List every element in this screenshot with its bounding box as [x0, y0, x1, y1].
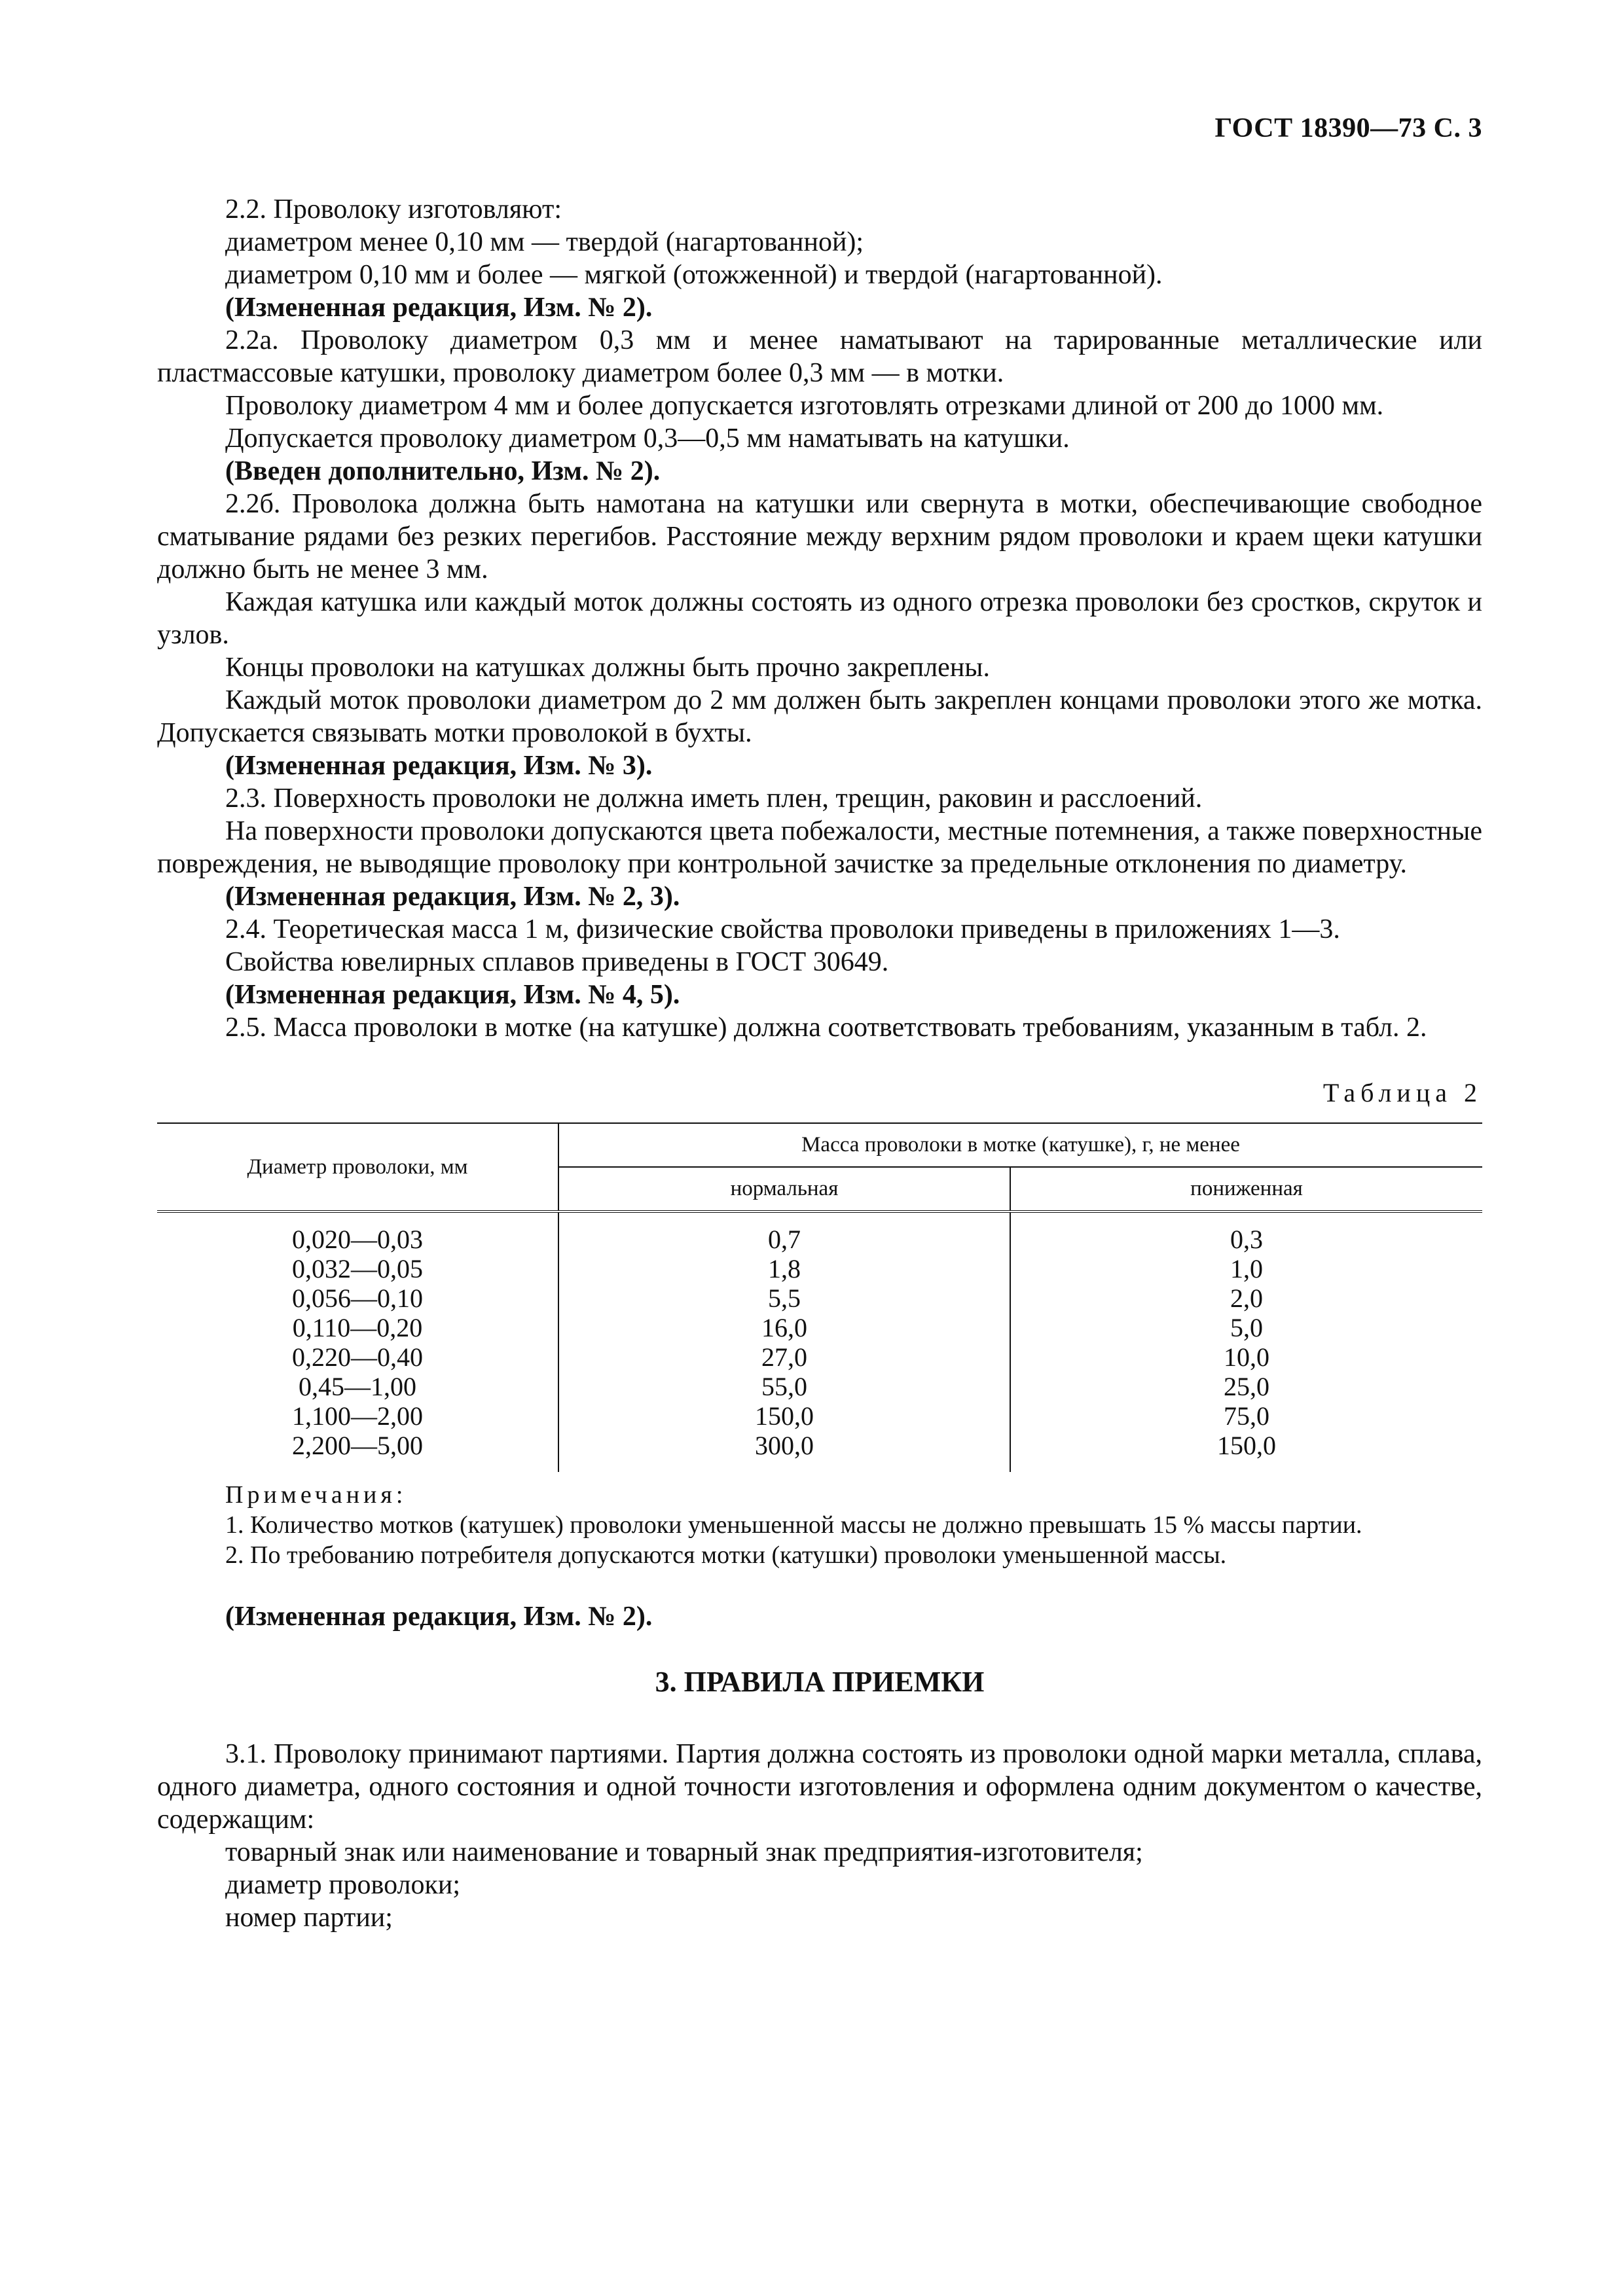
note-1: 1. Количество мотков (катушек) проволоки уменьшенной массы не должно превышать 15 % массы партии.: [225, 1511, 1362, 1539]
cell-reduced: 5,0: [1010, 1313, 1482, 1342]
cell-reduced: 0,3: [1010, 1211, 1482, 1254]
cell-diameter: 0,056—0,10: [292, 1283, 423, 1313]
revision-note: (Измененная редакция, Изм. № 2).: [225, 1602, 653, 1632]
cell-reduced: 75,0: [1010, 1401, 1482, 1431]
paragraph-3-1: 3.1. Проволоку принимают партиями. Партия должна состоять из проволоки одной марки металла, сплава, одного диаметра, одного состояния и одной точности изготовления и оформлена одним документом о качестве, содержащим:: [157, 1739, 1482, 1835]
table-row: [157, 1431, 1482, 1472]
page-header: ГОСТ 18390—73 С. 3: [1214, 113, 1482, 143]
table-row: [157, 1254, 1482, 1283]
table-row: [157, 1342, 1482, 1372]
cell-reduced: 150,0: [1010, 1431, 1482, 1472]
revision-note: (Измененная редакция, Изм. № 2, 3).: [225, 882, 680, 912]
table-row: [157, 1372, 1482, 1401]
paragraph-2-2b-4: Каждый моток проволоки диаметром до 2 мм должен быть закреплен концами проволоки этого же мотка. Допускается связывать мотки проволокой в бухты.: [157, 685, 1482, 748]
paragraph-2-2a-3: Допускается проволоку диаметром 0,3—0,5 мм наматывать на катушки.: [225, 423, 1070, 454]
cell-reduced: 25,0: [1010, 1372, 1482, 1401]
paragraph-2-2-line-2: диаметром 0,10 мм и более — мягкой (отожженной) и твердой (нагартованной).: [225, 260, 1163, 290]
cell-normal: 0,7: [558, 1211, 1010, 1254]
revision-note: (Измененная редакция, Изм. № 2).: [225, 293, 653, 323]
paragraph-2-4-2: Свойства ювелирных сплавов приведены в ГОСТ 30649.: [225, 947, 889, 977]
cell-normal: 16,0: [558, 1313, 1010, 1342]
table-row: [157, 1283, 1482, 1313]
table-row: [157, 1211, 1482, 1254]
cell-diameter: 0,110—0,20: [292, 1313, 423, 1342]
section-title: 3. ПРАВИЛА ПРИЕМКИ: [655, 1666, 985, 1698]
cell-normal: 150,0: [558, 1401, 1010, 1431]
col-header-reduced: пониженная: [1010, 1167, 1482, 1211]
revision-note: (Введен дополнительно, Изм. № 2).: [225, 456, 661, 486]
cell-diameter: 0,020—0,03: [292, 1225, 423, 1254]
col-header-normal: нормальная: [558, 1167, 1010, 1211]
table-row: [157, 1313, 1482, 1342]
cell-normal: 27,0: [558, 1342, 1010, 1372]
paragraph-2-2a-2: Проволоку диаметром 4 мм и более допускается изготовлять отрезками длиной от 200 до 1000 мм.: [225, 391, 1384, 421]
table-row: [157, 1401, 1482, 1431]
cell-diameter: 0,032—0,05: [292, 1254, 423, 1283]
note-2: 2. По требованию потребителя допускаются мотки (катушки) проволоки уменьшенной массы.: [225, 1541, 1227, 1569]
paragraph-2-2b: 2.2б. Проволока должна быть намотана на катушки или свернута в мотки, обеспечивающие свободное сматывание рядами без резких перегибов. Расстояние между верхним рядом проволоки и краем щеки катушки должно быть не менее 3 мм.: [157, 489, 1482, 584]
table-2: [157, 1122, 1482, 1472]
cell-diameter: 0,220—0,40: [292, 1342, 423, 1372]
paragraph-2-2b-2: Каждая катушка или каждый моток должны состоять из одного отрезка проволоки без сростков, скруток и узлов.: [157, 587, 1482, 650]
cell-normal: 5,5: [558, 1283, 1010, 1313]
paragraph-2-3: 2.3. Поверхность проволоки не должна иметь плен, трещин, раковин и расслоений.: [225, 783, 1203, 814]
cell-reduced: 2,0: [1010, 1283, 1482, 1313]
cell-normal: 55,0: [558, 1372, 1010, 1401]
list-item: товарный знак или наименование и товарный знак предприятия-изготовителя;: [225, 1837, 1143, 1867]
cell-normal: 300,0: [558, 1431, 1010, 1472]
document-body: [157, 193, 1482, 1934]
table-caption: Таблица 2: [1322, 1078, 1482, 1107]
list-item: диаметр проволоки;: [225, 1870, 461, 1900]
cell-diameter: 1,100—2,00: [292, 1401, 423, 1431]
paragraph-2-2a: 2.2а. Проволоку диаметром 0,3 мм и менее наматывают на тарированные металлические или пластмассовые катушки, проволоку диаметром более 0,3 мм — в мотки.: [157, 325, 1482, 388]
cell-diameter: 0,45—1,00: [299, 1372, 416, 1401]
cell-diameter: 2,200—5,00: [292, 1431, 423, 1460]
paragraph-2-3-2: На поверхности проволоки допускаются цвета побежалости, местные потемнения, а также поверхностные повреждения, не выводящие проволоку при контрольной зачистке за предельные отклонения по диаметру.: [157, 816, 1482, 879]
cell-reduced: 10,0: [1010, 1342, 1482, 1372]
table-notes: [157, 1480, 1482, 1570]
col-header-mass: Масса проволоки в мотке (катушке), г, не менее: [558, 1123, 1482, 1167]
paragraph-2-4: 2.4. Теоретическая масса 1 м, физические свойства проволоки приведены в приложениях 1—3.: [225, 914, 1340, 944]
paragraph-2-2b-3: Концы проволоки на катушках должны быть прочно закреплены.: [225, 653, 991, 683]
list-item: номер партии;: [225, 1903, 393, 1933]
col-header-diameter: Диаметр проволоки, мм: [157, 1123, 558, 1211]
paragraph-2-5: 2.5. Масса проволоки в мотке (на катушке) должна соответствовать требованиям, указанным в табл. 2.: [225, 1013, 1427, 1043]
revision-note: (Измененная редакция, Изм. № 4, 5).: [225, 980, 680, 1010]
paragraph-2-2-line-1: диаметром менее 0,10 мм — твердой (нагартованной);: [225, 227, 864, 257]
cell-reduced: 1,0: [1010, 1254, 1482, 1283]
revision-note: (Измененная редакция, Изм. № 3).: [225, 751, 653, 781]
cell-normal: 1,8: [558, 1254, 1010, 1283]
notes-title: Примечания:: [225, 1481, 407, 1509]
paragraph-2-2: 2.2. Проволоку изготовляют:: [225, 194, 562, 224]
